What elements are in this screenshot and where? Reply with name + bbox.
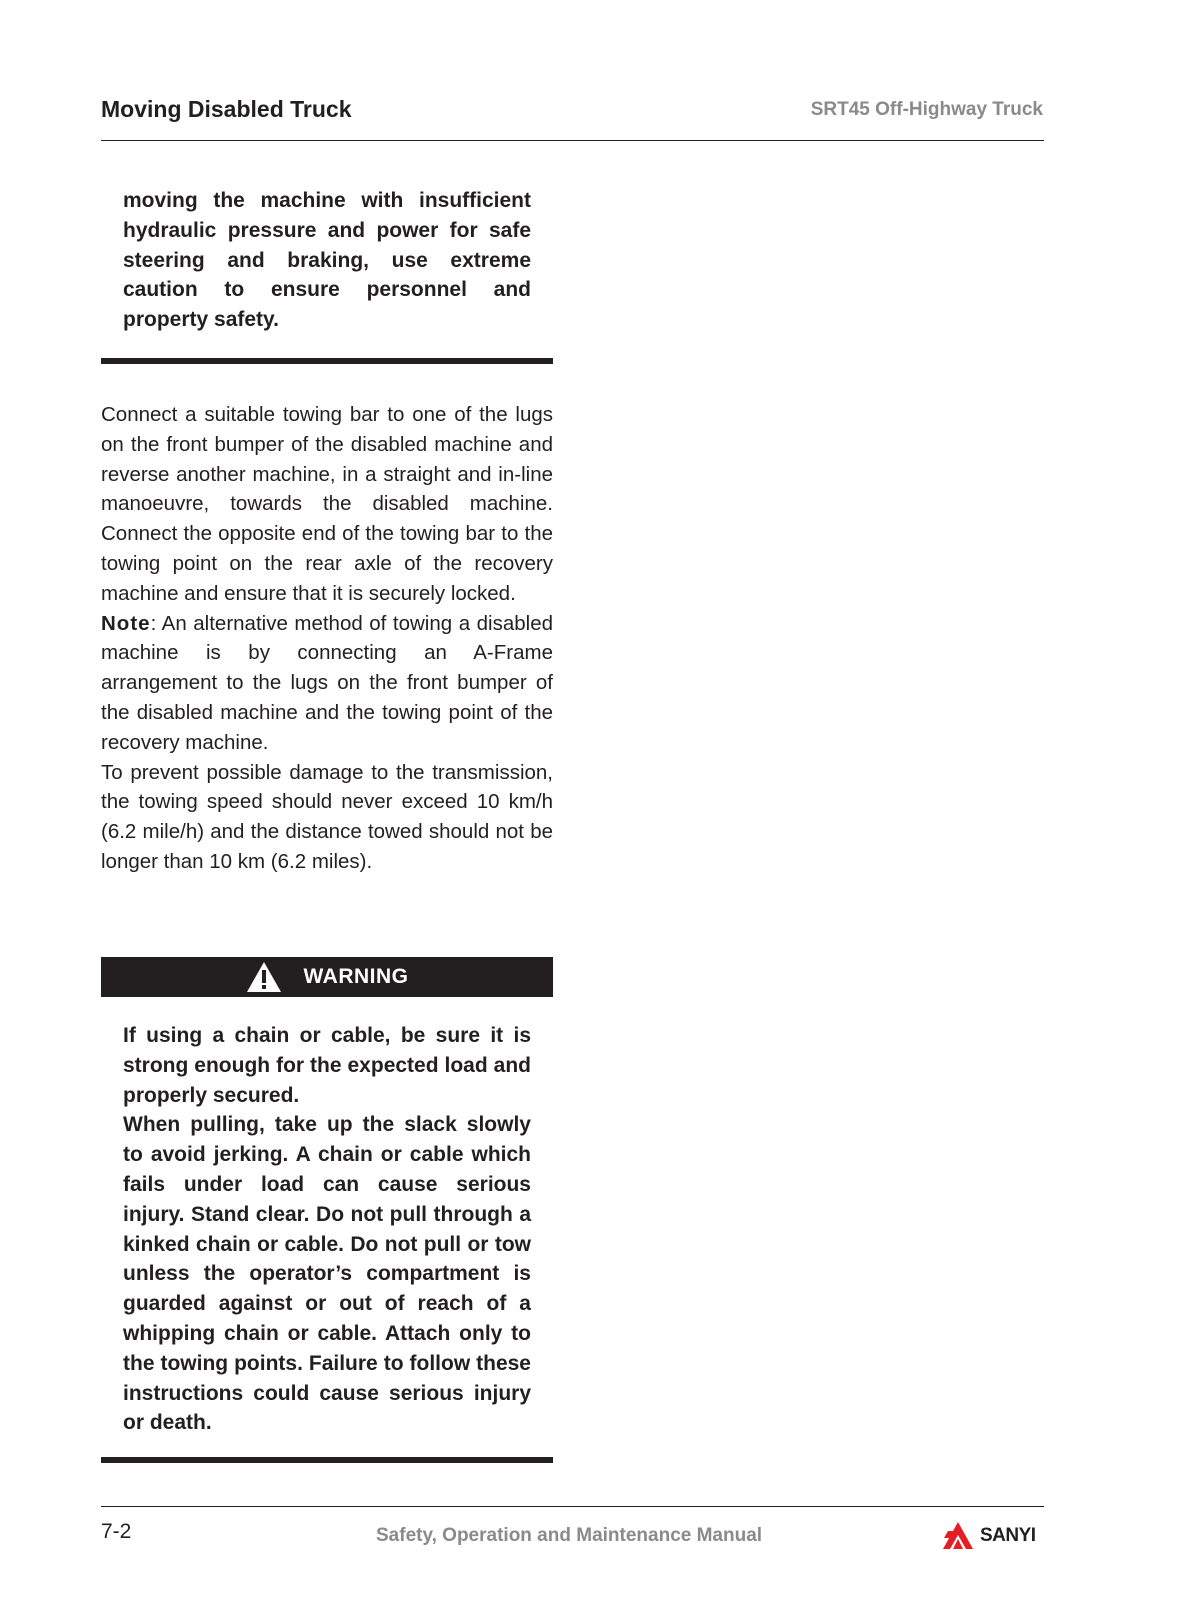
note-text: : An alternative method of towing a disabled machine is by connecting an A-Frame arrangement to the lugs on the front bumper of the disabled machine and the towing point of the recovery machine. [101, 611, 553, 754]
sanyi-logo-icon [942, 1521, 974, 1551]
header-divider [101, 140, 1044, 141]
note-paragraph [101, 609, 553, 758]
section-title: Moving Disabled Truck [101, 96, 352, 122]
towing-paragraph: Connect a suitable towing bar to one of the lugs on the front bumper of the disabled machine and reverse another machine, in a straight and in-line manoeuvre, towards the disabled machine. Connect the opposite end of the towing bar to the towing point on the rear axle of the recovery machine and ensure that it is securely locked. [101, 403, 553, 605]
warning-paragraph-1: If using a chain or cable, be sure it is strong enough for the expected load and properly secured. [123, 1024, 531, 1107]
warning-triangle-icon [246, 961, 282, 993]
warning-label: WARNING [303, 965, 409, 988]
warning-paragraph-2: When pulling, take up the slack slowly to avoid jerking. A chain or cable which fails under load can cause serious injury. Stand clear. Do not pull through a kinked chain or cable. Do not pull or tow unless the operator’s compartment is guarded against or out of reach of a whipping chain or cable. Attach only to the towing points. Failure to follow these instructions could cause serious injury or death. [123, 1113, 531, 1435]
warning-header [101, 957, 553, 997]
warning-end-rule [101, 1457, 553, 1463]
speed-limit-paragraph: To prevent possible damage to the transmission, the towing speed should never exceed 10 km/h (6.2 mile/h) and the distance towed should not be longer than 10 km (6.2 miles). [101, 760, 553, 873]
towing-instructions [101, 400, 553, 877]
page-number: 7-2 [101, 1520, 132, 1543]
product-name: SRT45 Off-Highway Truck [810, 99, 1043, 120]
caution-end-rule [101, 358, 553, 364]
brand-name: SANYI [980, 1525, 1036, 1546]
caution-continuation-text: moving the machine with insufficient hydraulic pressure and power for safe steering and braking, use extreme caution to ensure personnel and property safety. [123, 189, 531, 332]
caution-continuation [101, 186, 553, 335]
note-label: Note [101, 611, 151, 635]
manual-title: Safety, Operation and Maintenance Manual [376, 1525, 763, 1546]
footer-divider [101, 1506, 1044, 1507]
warning-body [101, 1021, 553, 1438]
brand-logo [942, 1521, 1036, 1551]
